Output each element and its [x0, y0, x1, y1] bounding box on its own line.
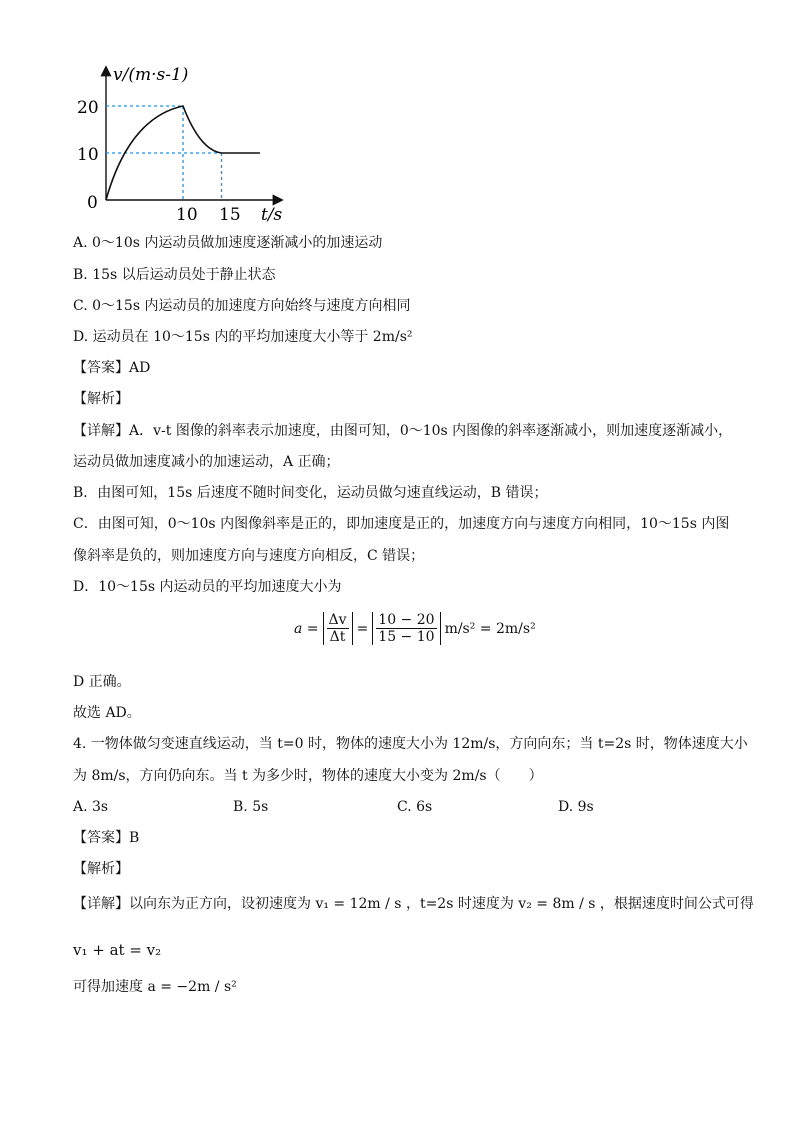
x-tick-10: 10 [176, 205, 198, 225]
q4-stem-1: 4. 一物体做匀变速直线运动，当 t=0 时，物体的速度大小为 12m/s，方向向东；当 t=2s 时，物体速度大小 [73, 736, 748, 752]
abs-fraction-2 [372, 612, 440, 645]
formula-eq: = [356, 620, 369, 637]
formula-a: a = [294, 620, 319, 637]
answer-tag: 【答案】 [73, 830, 129, 846]
frac2-den: 15 − 10 [378, 629, 435, 645]
q3-option-b: B. 15s 以后运动员处于静止状态 [73, 267, 276, 283]
q3-analysis-tag: 【解析】 [73, 391, 129, 407]
q4-answer [73, 829, 139, 847]
q3-answer [73, 359, 150, 377]
formula-tail: m/s² = 2m/s² [444, 620, 536, 637]
q4-equation: v₁ + at = v₂ [73, 941, 162, 959]
q3-option-a: A. 0～10s 内运动员做加速度逐渐减小的加速运动 [73, 235, 383, 251]
q4-stem-2: 为 8m/s，方向仍向东。当 t 为多少时，物体的速度大小变为 2m/s（ ） [73, 768, 543, 784]
frac1-num: Δv [328, 612, 347, 628]
q3-detail-7: D 正确。 [73, 674, 131, 690]
answer-value: AD [129, 360, 151, 376]
x-tick-15: 15 [219, 205, 241, 225]
detail-text: A．v-t 图像的斜率表示加速度，由图可知，0～10s 内图像的斜率逐渐减小，则加速度逐渐减小， [129, 423, 733, 439]
y-tick-20: 20 [77, 98, 99, 118]
answer-value: B [129, 830, 140, 846]
q4-option-d: D. 9s [558, 799, 594, 815]
y-axis-label: v/(m·s-1) [113, 65, 189, 85]
q3-detail-4: C．由图可知，0～10s 内图像斜率是正的，即加速度是正的，加速度方向与速度方向相同，10～15s 内图 [73, 516, 730, 532]
dashed-guides [106, 106, 222, 200]
q3-option-d: D. 运动员在 10～15s 内的平均加速度大小等于 2m/s² [73, 329, 413, 345]
q3-detail-8: 故选 AD。 [73, 705, 141, 721]
average-acceleration-formula [294, 612, 536, 645]
x-axis-label: t/s [261, 205, 283, 225]
q4-detail-2: 可得加速度 a = −2m / s² [73, 979, 237, 995]
q4-option-b: B. 5s [233, 799, 269, 815]
q3-option-c: C. 0～15s 内运动员的加速度方向始终与速度方向相同 [73, 298, 411, 314]
q3-detail-2: 运动员做加速度减小的加速运动，A 正确； [73, 454, 340, 470]
q4-analysis-tag: 【解析】 [73, 861, 129, 877]
y-tick-10: 10 [77, 145, 99, 165]
frac1-den: Δt [329, 629, 346, 645]
frac2-num: 10 − 20 [378, 612, 435, 628]
detail-tag: 【详解】 [73, 423, 129, 439]
q4-option-a: A. 3s [73, 799, 109, 815]
q3-detail-1 [73, 422, 732, 440]
q3-detail-6: D．10～15s 内运动员的平均加速度大小为 [73, 579, 342, 595]
y-tick-0: 0 [87, 193, 98, 213]
q3-detail-3: B．由图可知，15s 后速度不随时间变化，运动员做匀速直线运动，B 错误； [73, 485, 548, 501]
q4-detail-1: 【详解】以向东为正方向，设初速度为 v₁ = 12m / s ，t=2s 时速度为 v₂ = 8m / s ，根据速度时间公式可得 [73, 896, 754, 912]
abs-fraction-1 [323, 612, 353, 645]
q3-detail-5: 像斜率是负的，则加速度方向与速度方向相反，C 错误； [73, 548, 425, 564]
q4-option-c: C. 6s [397, 799, 433, 815]
velocity-time-graph [73, 58, 293, 226]
answer-tag: 【答案】 [73, 360, 129, 376]
